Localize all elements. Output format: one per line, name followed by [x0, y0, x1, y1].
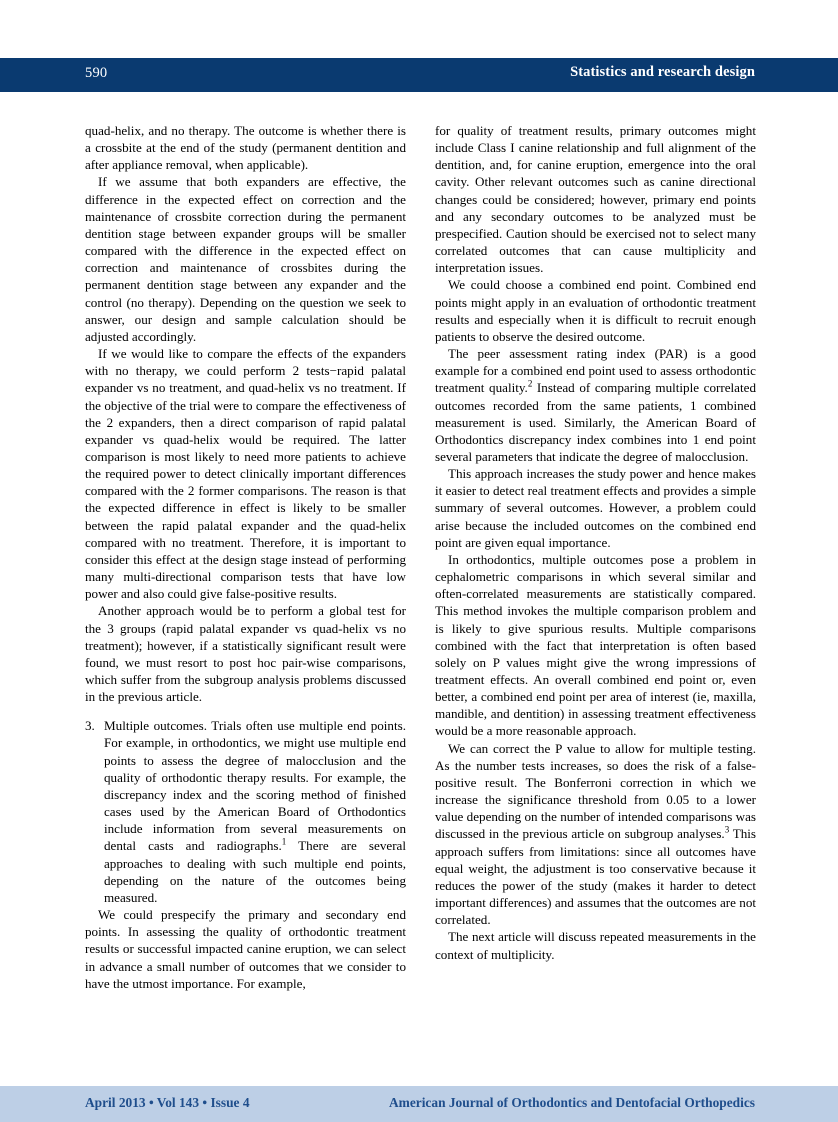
list-item: [85, 717, 406, 906]
paragraph-text-after-ref: Instead of comparing multiple correlated outcomes recorded from the same patients, 1 combined measurement is used. Similarly, the American Board of Orthodontics discrepancy index combines into 1 end point several parameters that indicate the degree of malocclusion.: [435, 380, 756, 464]
paragraph: Another approach would be to perform a global test for the 3 groups (rapid palatal expander vs quad-helix vs no treatment); however, if a statistically significant result were found, we must resort to post hoc pair-wise comparisons, which suffer from the subgroup analysis problems discussed in the previous article.: [85, 603, 406, 705]
paragraph: If we would like to compare the effects of the expanders with no therapy, we could perform 2 tests−rapid palatal expander vs no treatment, and quad-helix vs no treatment. If the objective of the trial were to compare the effectiveness of the 2 expanders, then a direct comparison of rapid palatal expander vs quad-helix would be required. The latter comparison is most likely to need more patients to achieve the required power to detect clinically important differences compared with the 2 former comparisons. The reason is that the expected difference in effect is likely to be smaller between the rapid palatal expander and the quad-helix compared with no treatment. Therefore, it is important to consider this effect at the design stage instead of performing many multi-directional comparison tests that have low power and also could give false-positive results.: [85, 346, 406, 602]
list-item-text: [104, 717, 406, 906]
paragraph: The next article will discuss repeated measurements in the context of multiplicity.: [435, 929, 756, 962]
footer-bar: [0, 1086, 838, 1122]
running-head-title: Statistics and research design: [570, 64, 755, 80]
paragraph-text-before-ref: We can correct the P value to allow for multiple testing. As the number tests increases, so does the risk of a false-positive result. The Bonferroni correction in which we increase the significance threshold from 0.05 to a lower value depending on the number of intended comparisons was discussed in the previous article on subgroup analyses.: [435, 740, 756, 842]
reference-marker-2: 2: [527, 378, 533, 389]
paragraph: We could choose a combined end point. Combined end points might apply in an evaluation of orthodontic treatment results and especially when it is difficult to recruit enough patients to observe the desired outcome.: [435, 277, 756, 344]
paragraph: quad-helix, and no therapy. The outcome is whether there is a crossbite at the end of the study (permanent dentition and after appliance removal, when applicable).: [85, 123, 406, 173]
paragraph-text-before-ref: The peer assessment rating index (PAR) is a good example for a combined end point used to assess orthodontic treatment quality.: [435, 346, 756, 396]
list-item-text-before-ref: Multiple outcomes. Trials often use multiple end points. For example, in orthodontics, we might use multiple end points to assess the degree of malocclusion and the quality of orthodontic therapy results. For example, the discrepancy index and the scoring method of finished cases used by the American Board of Orthodontics include information from several measurements on dental casts and radiographs.: [104, 718, 406, 854]
paragraph: We could prespecify the primary and secondary end points. In assessing the quality of orthodontic treatment results or successful impacted canine eruption, we can select in advance a small number of outcomes that we consider to have the utmost importance. For example,: [85, 907, 406, 991]
paragraph: This approach increases the study power and hence makes it easier to detect real treatment effects and provides a simple summary of several outcomes. However, a problem could arise because the included outcomes on the combined end point are given equal importance.: [435, 466, 756, 550]
reference-marker-3: 3: [724, 825, 730, 836]
paragraph: If we assume that both expanders are effective, the difference in the expected effect on correction and the maintenance of crossbite correction during the permanent dentition stage between expander groups will be smaller compared with the difference in the expected effect on correction and maintenance of crossbites during the permanent dentition stage between any expander and the control (no therapy). Depending on the question we seek to answer, our design and sample calculation should be adjusted accordingly.: [85, 174, 406, 344]
running-head-bar: [0, 58, 838, 92]
column-right: [435, 122, 756, 963]
footer-journal-name: American Journal of Orthodontics and Dentofacial Orthopedics: [389, 1095, 755, 1110]
paragraph-text-after-ref: This approach suffers from limitations: since all outcomes have equal weight, the adjustment is too conservative because it reduces the power of the study (makes it harder to detect important differences) and assumes that the outcomes are not correlated.: [435, 826, 756, 928]
reference-marker-1: 1: [281, 837, 287, 848]
article-body: [85, 122, 755, 1042]
paragraph: for quality of treatment results, primary outcomes might include Class I canine relationship and full alignment of the dentition, and, for canine eruption, emergence into the oral cavity. Other relevant outcomes such as canine directional changes could be considered; however, primary end points and any secondary outcomes to be analyzed must be prespecified. Caution should be exercised not to select many correlated outcomes that can cause multiplicity and interpretation issues.: [435, 123, 756, 276]
paragraph-par-index: [435, 345, 756, 465]
page-number: 590: [85, 65, 108, 81]
paragraph-bonferroni: [435, 740, 756, 929]
column-left: [85, 122, 406, 992]
list-item-text-after-ref: There are several approaches to dealing with such multiple end points, depending on the nature of the outcomes being measured.: [104, 838, 406, 905]
footer-issue-info: April 2013 • Vol 143 • Issue 4: [85, 1095, 250, 1110]
paragraph: In orthodontics, multiple outcomes pose a problem in cephalometric comparisons in which several similar and often-correlated measurements are statistically compared. This method invokes the multiple comparison problem and is likely to give spurious results. Multiple comparisons combined with the fact that interpretation is often based solely on P values might give the wrong impressions of treatment effects. An overall combined end point or, even better, a combined end point per area of interest (ie, maxilla, mandible, and dentition) in assessing treatment effectiveness would be a more reasonable approach.: [435, 551, 756, 739]
list-marker: 3.: [85, 718, 95, 734]
